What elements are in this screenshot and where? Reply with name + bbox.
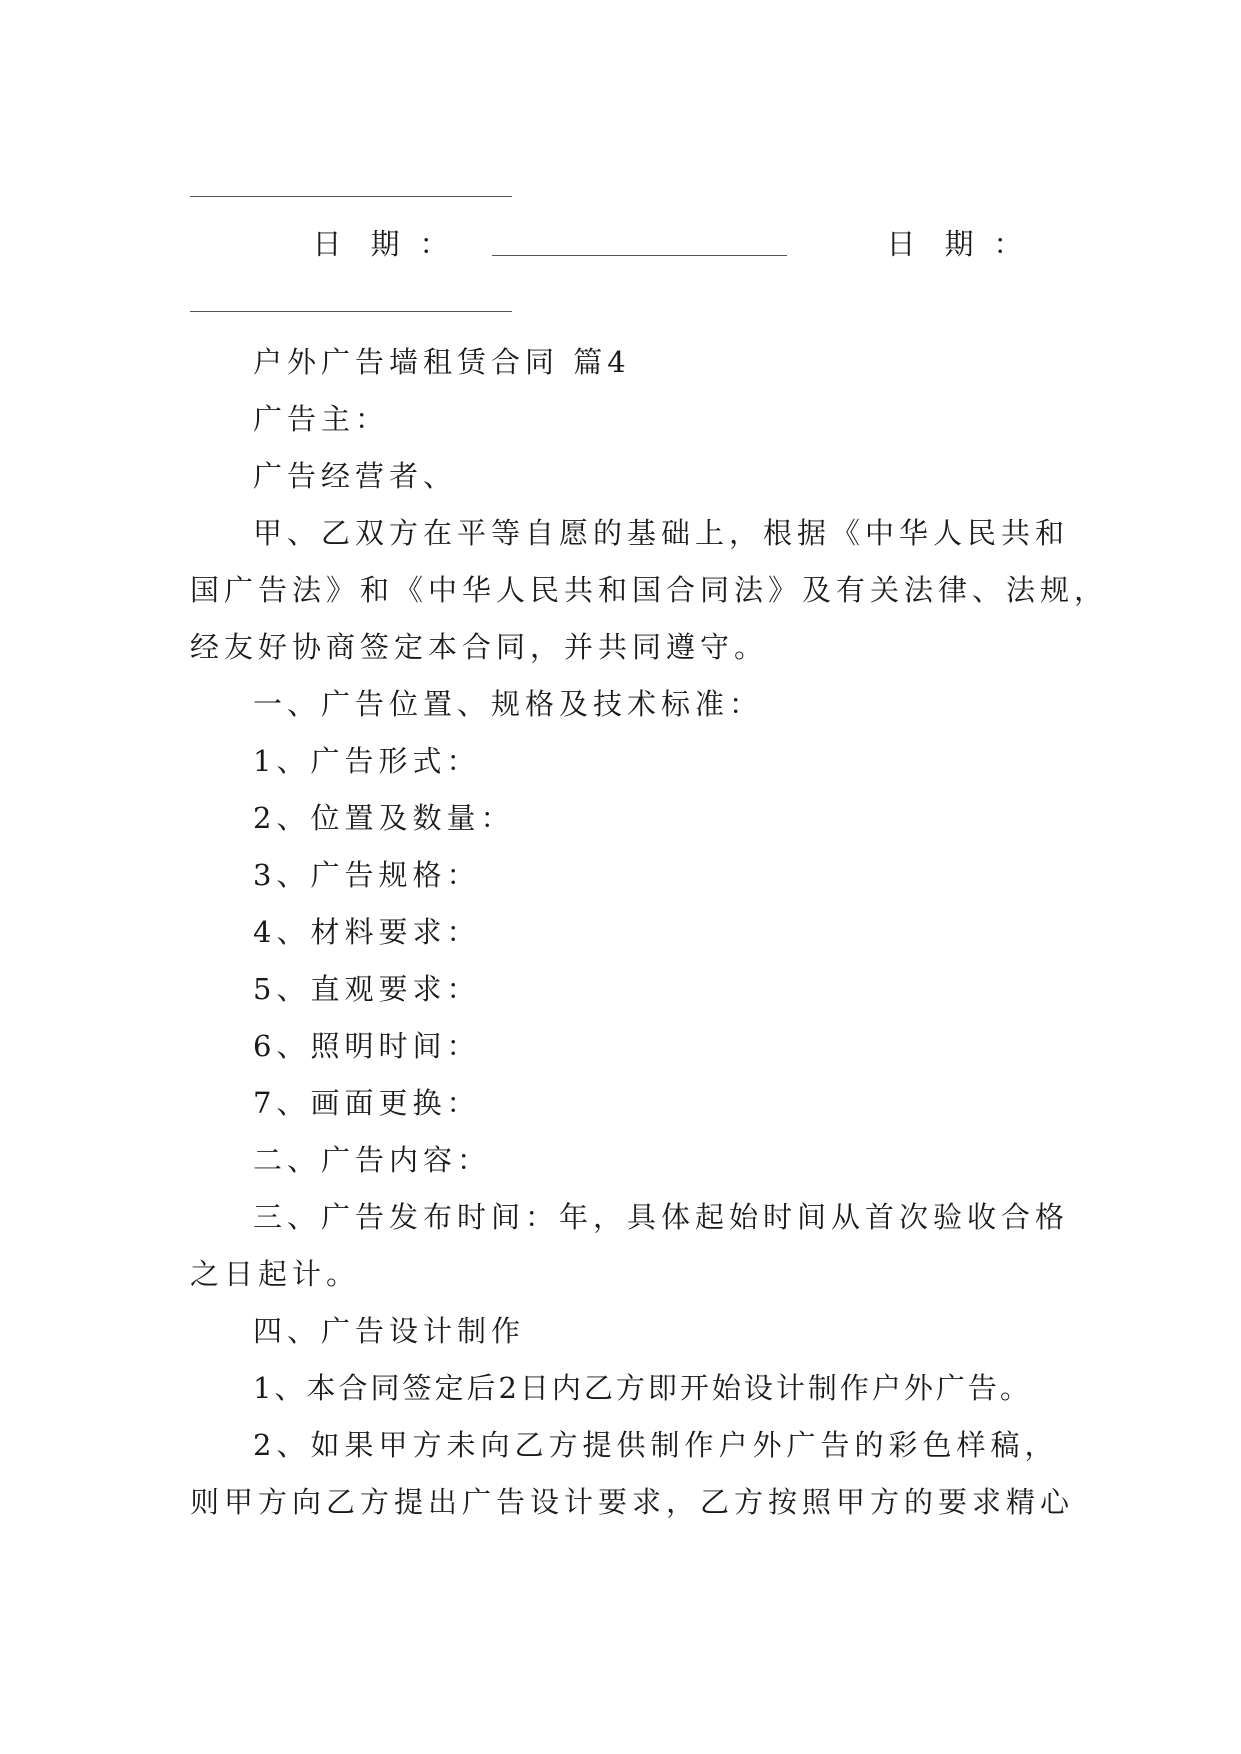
paragraph: 经友好协商签定本合同，并共同遵守。 [190,630,769,664]
contract-title: 户外广告墙租赁合同 篇4 [253,345,631,379]
section-heading: 一、广告位置、规格及技术标准： [253,687,764,721]
paragraph: 则甲方向乙方提出广告设计要求，乙方按照甲方的要求精心 [190,1485,1075,1519]
list-item: 3、广告规格： [253,858,481,892]
party-a-date-blank-line [492,255,787,256]
list-item: 1、广告形式： [253,744,481,778]
section-heading: 三、广告发布时间：年，具体起始时间从首次验收合格 [253,1200,1070,1234]
paragraph: 甲、乙双方在平等自愿的基础上，根据《中华人民共和 [253,516,1070,550]
paragraph: 之日起计。 [190,1257,361,1291]
party-b-date-label [872,224,1028,264]
paragraph: 广告主： [253,402,390,436]
date-label-char: 期 [944,227,974,261]
party-a-date-label [298,224,454,264]
paragraph: 国广告法》和《中华人民共和国合同法》及有关法律、法规， [190,573,1109,607]
date-label-char: 日 [312,227,342,261]
date-label-char: 日 [886,227,916,261]
date-colon: ： [993,227,1023,261]
list-item: 6、照明时间： [253,1029,481,1063]
party-b-date-blank-line [190,311,512,312]
date-colon: ： [419,227,449,261]
section-heading: 二、广告内容： [253,1143,492,1177]
section-heading: 四、广告设计制作 [253,1314,526,1348]
date-label-char: 期 [370,227,400,261]
list-item: 1、本合同签定后2日内乙方即开始设计制作户外广告。 [253,1371,1032,1405]
list-item: 5、直观要求： [253,972,481,1006]
paragraph: 广告经营者、 [253,459,458,493]
list-item: 4、材料要求： [253,915,481,949]
list-item: 2、位置及数量： [253,801,515,835]
signature-blank-line-top [190,196,512,197]
list-item: 7、画面更换： [253,1086,481,1120]
list-item: 2、如果甲方未向乙方提供制作户外广告的彩色样稿， [253,1428,1059,1462]
